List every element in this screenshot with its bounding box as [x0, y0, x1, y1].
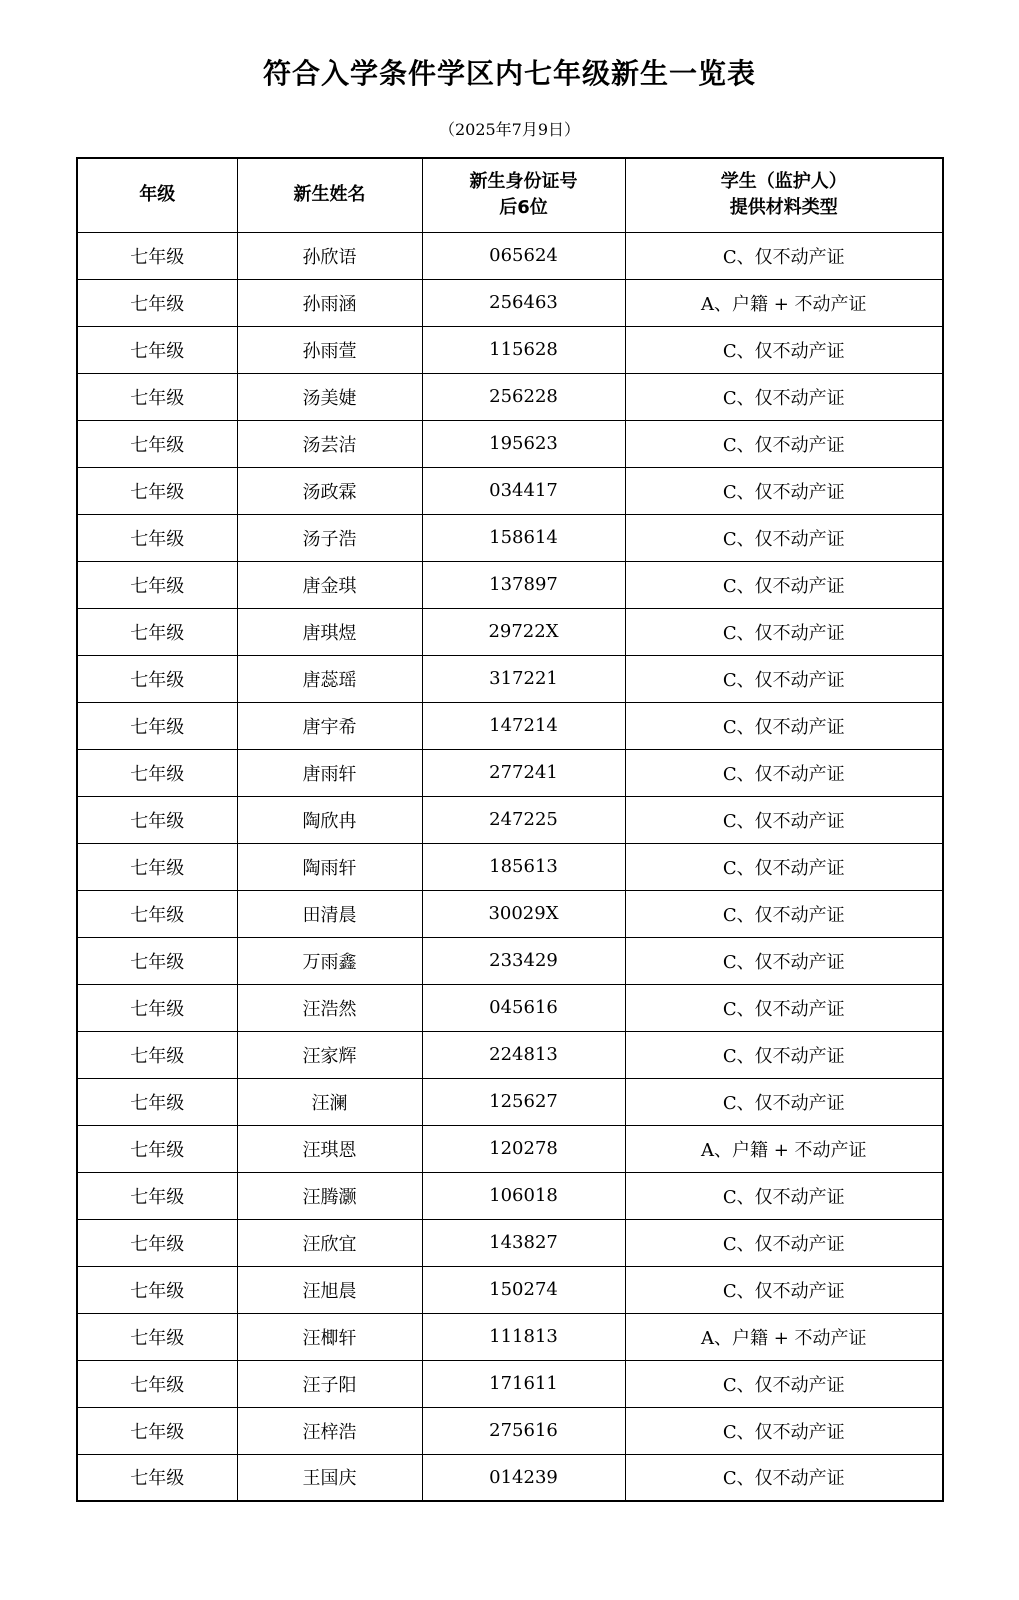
cell-grade: 七年级	[77, 1031, 237, 1078]
table-row	[77, 1219, 943, 1266]
student-roster-table	[76, 157, 944, 1502]
cell-name: 王国庆	[237, 1454, 422, 1501]
table-row	[77, 937, 943, 984]
cell-grade: 七年级	[77, 420, 237, 467]
cell-name: 唐雨轩	[237, 749, 422, 796]
table-row	[77, 984, 943, 1031]
cell-name: 汪浩然	[237, 984, 422, 1031]
cell-name: 陶欣冉	[237, 796, 422, 843]
cell-material: A、户籍 + 不动产证	[625, 1313, 943, 1360]
table-row	[77, 749, 943, 796]
cell-id: 224813	[422, 1031, 625, 1078]
cell-grade: 七年级	[77, 1078, 237, 1125]
cell-name: 汪琪恩	[237, 1125, 422, 1172]
cell-material: C、仅不动产证	[625, 1219, 943, 1266]
cell-id: 247225	[422, 796, 625, 843]
page-date: （2025年7月9日）	[438, 120, 581, 139]
cell-grade: 七年级	[77, 1360, 237, 1407]
cell-name: 唐金琪	[237, 561, 422, 608]
cell-material: C、仅不动产证	[625, 749, 943, 796]
cell-material: C、仅不动产证	[625, 326, 943, 373]
cell-id: 137897	[422, 561, 625, 608]
page-title: 符合入学条件学区内七年级新生一览表	[262, 57, 756, 90]
table-row	[77, 702, 943, 749]
header-id	[422, 158, 625, 232]
cell-id: 317221	[422, 655, 625, 702]
cell-id: 29722X	[422, 608, 625, 655]
cell-grade: 七年级	[77, 1172, 237, 1219]
table-row	[77, 843, 943, 890]
cell-name: 唐宇希	[237, 702, 422, 749]
cell-name: 汪楖轩	[237, 1313, 422, 1360]
cell-name: 汪家辉	[237, 1031, 422, 1078]
cell-id: 185613	[422, 843, 625, 890]
cell-id: 065624	[422, 232, 625, 279]
cell-id: 125627	[422, 1078, 625, 1125]
cell-grade: 七年级	[77, 890, 237, 937]
table-row	[77, 1407, 943, 1454]
cell-material: C、仅不动产证	[625, 890, 943, 937]
cell-name: 孙欣语	[237, 232, 422, 279]
cell-name: 汤子浩	[237, 514, 422, 561]
cell-name: 田清晨	[237, 890, 422, 937]
cell-id: 256463	[422, 279, 625, 326]
cell-id: 045616	[422, 984, 625, 1031]
table-row	[77, 1078, 943, 1125]
cell-id: 150274	[422, 1266, 625, 1313]
cell-grade: 七年级	[77, 843, 237, 890]
table-row	[77, 796, 943, 843]
cell-grade: 七年级	[77, 326, 237, 373]
cell-material: A、户籍 + 不动产证	[625, 1125, 943, 1172]
cell-name: 汪澜	[237, 1078, 422, 1125]
header-id-line1: 新生身份证号	[469, 171, 578, 193]
header-material-line1: 学生（监护人）	[720, 171, 847, 193]
cell-id: 014239	[422, 1454, 625, 1501]
cell-name: 汤政霖	[237, 467, 422, 514]
cell-material: C、仅不动产证	[625, 1454, 943, 1501]
cell-grade: 七年级	[77, 655, 237, 702]
table-row	[77, 232, 943, 279]
table-row	[77, 890, 943, 937]
table-row	[77, 1031, 943, 1078]
cell-grade: 七年级	[77, 1219, 237, 1266]
header-name: 新生姓名	[237, 158, 422, 232]
table-row	[77, 279, 943, 326]
cell-grade: 七年级	[77, 1266, 237, 1313]
cell-id: 256228	[422, 373, 625, 420]
cell-material: C、仅不动产证	[625, 1031, 943, 1078]
cell-name: 孙雨萱	[237, 326, 422, 373]
cell-id: 158614	[422, 514, 625, 561]
table-row	[77, 373, 943, 420]
cell-material: C、仅不动产证	[625, 843, 943, 890]
table-body	[77, 232, 943, 1501]
cell-name: 孙雨涵	[237, 279, 422, 326]
cell-material: C、仅不动产证	[625, 796, 943, 843]
cell-material: C、仅不动产证	[625, 232, 943, 279]
table-row	[77, 1172, 943, 1219]
cell-material: C、仅不动产证	[625, 467, 943, 514]
cell-material: C、仅不动产证	[625, 514, 943, 561]
cell-id: 143827	[422, 1219, 625, 1266]
cell-grade: 七年级	[77, 373, 237, 420]
cell-id: 147214	[422, 702, 625, 749]
cell-material: C、仅不动产证	[625, 937, 943, 984]
cell-id: 111813	[422, 1313, 625, 1360]
cell-id: 195623	[422, 420, 625, 467]
header-grade: 年级	[77, 158, 237, 232]
table-row	[77, 655, 943, 702]
cell-id: 275616	[422, 1407, 625, 1454]
cell-grade: 七年级	[77, 1454, 237, 1501]
table-row	[77, 514, 943, 561]
cell-name: 汪腾灏	[237, 1172, 422, 1219]
cell-grade: 七年级	[77, 467, 237, 514]
table-row	[77, 1313, 943, 1360]
table-row	[77, 326, 943, 373]
cell-id: 30029X	[422, 890, 625, 937]
cell-material: C、仅不动产证	[625, 1266, 943, 1313]
cell-grade: 七年级	[77, 514, 237, 561]
table-row	[77, 608, 943, 655]
table-row	[77, 1360, 943, 1407]
cell-grade: 七年级	[77, 749, 237, 796]
cell-grade: 七年级	[77, 796, 237, 843]
cell-grade: 七年级	[77, 608, 237, 655]
cell-grade: 七年级	[77, 984, 237, 1031]
table-row	[77, 467, 943, 514]
cell-material: C、仅不动产证	[625, 1172, 943, 1219]
table-row	[77, 1266, 943, 1313]
cell-name: 汤美婕	[237, 373, 422, 420]
cell-id: 106018	[422, 1172, 625, 1219]
cell-material: C、仅不动产证	[625, 1360, 943, 1407]
cell-grade: 七年级	[77, 561, 237, 608]
cell-name: 汪子阳	[237, 1360, 422, 1407]
cell-grade: 七年级	[77, 279, 237, 326]
cell-name: 汪欣宜	[237, 1219, 422, 1266]
cell-material: C、仅不动产证	[625, 1078, 943, 1125]
cell-grade: 七年级	[77, 1313, 237, 1360]
cell-material: A、户籍 + 不动产证	[625, 279, 943, 326]
header-material	[625, 158, 943, 232]
cell-material: C、仅不动产证	[625, 655, 943, 702]
header-material-line2: 提供材料类型	[729, 197, 838, 219]
cell-grade: 七年级	[77, 232, 237, 279]
table-row	[77, 561, 943, 608]
header-id-line2: 后6位	[499, 197, 548, 219]
cell-name: 汪旭晨	[237, 1266, 422, 1313]
cell-material: C、仅不动产证	[625, 1407, 943, 1454]
cell-name: 汪梓浩	[237, 1407, 422, 1454]
cell-grade: 七年级	[77, 937, 237, 984]
table-header-row	[77, 158, 943, 232]
cell-grade: 七年级	[77, 1407, 237, 1454]
cell-grade: 七年级	[77, 1125, 237, 1172]
cell-id: 034417	[422, 467, 625, 514]
cell-grade: 七年级	[77, 702, 237, 749]
cell-name: 陶雨轩	[237, 843, 422, 890]
table-row	[77, 420, 943, 467]
cell-material: C、仅不动产证	[625, 608, 943, 655]
cell-id: 115628	[422, 326, 625, 373]
cell-id: 277241	[422, 749, 625, 796]
cell-material: C、仅不动产证	[625, 702, 943, 749]
cell-name: 唐琪煜	[237, 608, 422, 655]
cell-id: 120278	[422, 1125, 625, 1172]
cell-id: 233429	[422, 937, 625, 984]
cell-name: 万雨鑫	[237, 937, 422, 984]
cell-name: 唐蕊瑶	[237, 655, 422, 702]
cell-material: C、仅不动产证	[625, 420, 943, 467]
cell-name: 汤芸洁	[237, 420, 422, 467]
cell-material: C、仅不动产证	[625, 373, 943, 420]
cell-material: C、仅不动产证	[625, 984, 943, 1031]
cell-material: C、仅不动产证	[625, 561, 943, 608]
table-row	[77, 1125, 943, 1172]
cell-id: 171611	[422, 1360, 625, 1407]
table-row	[77, 1454, 943, 1501]
